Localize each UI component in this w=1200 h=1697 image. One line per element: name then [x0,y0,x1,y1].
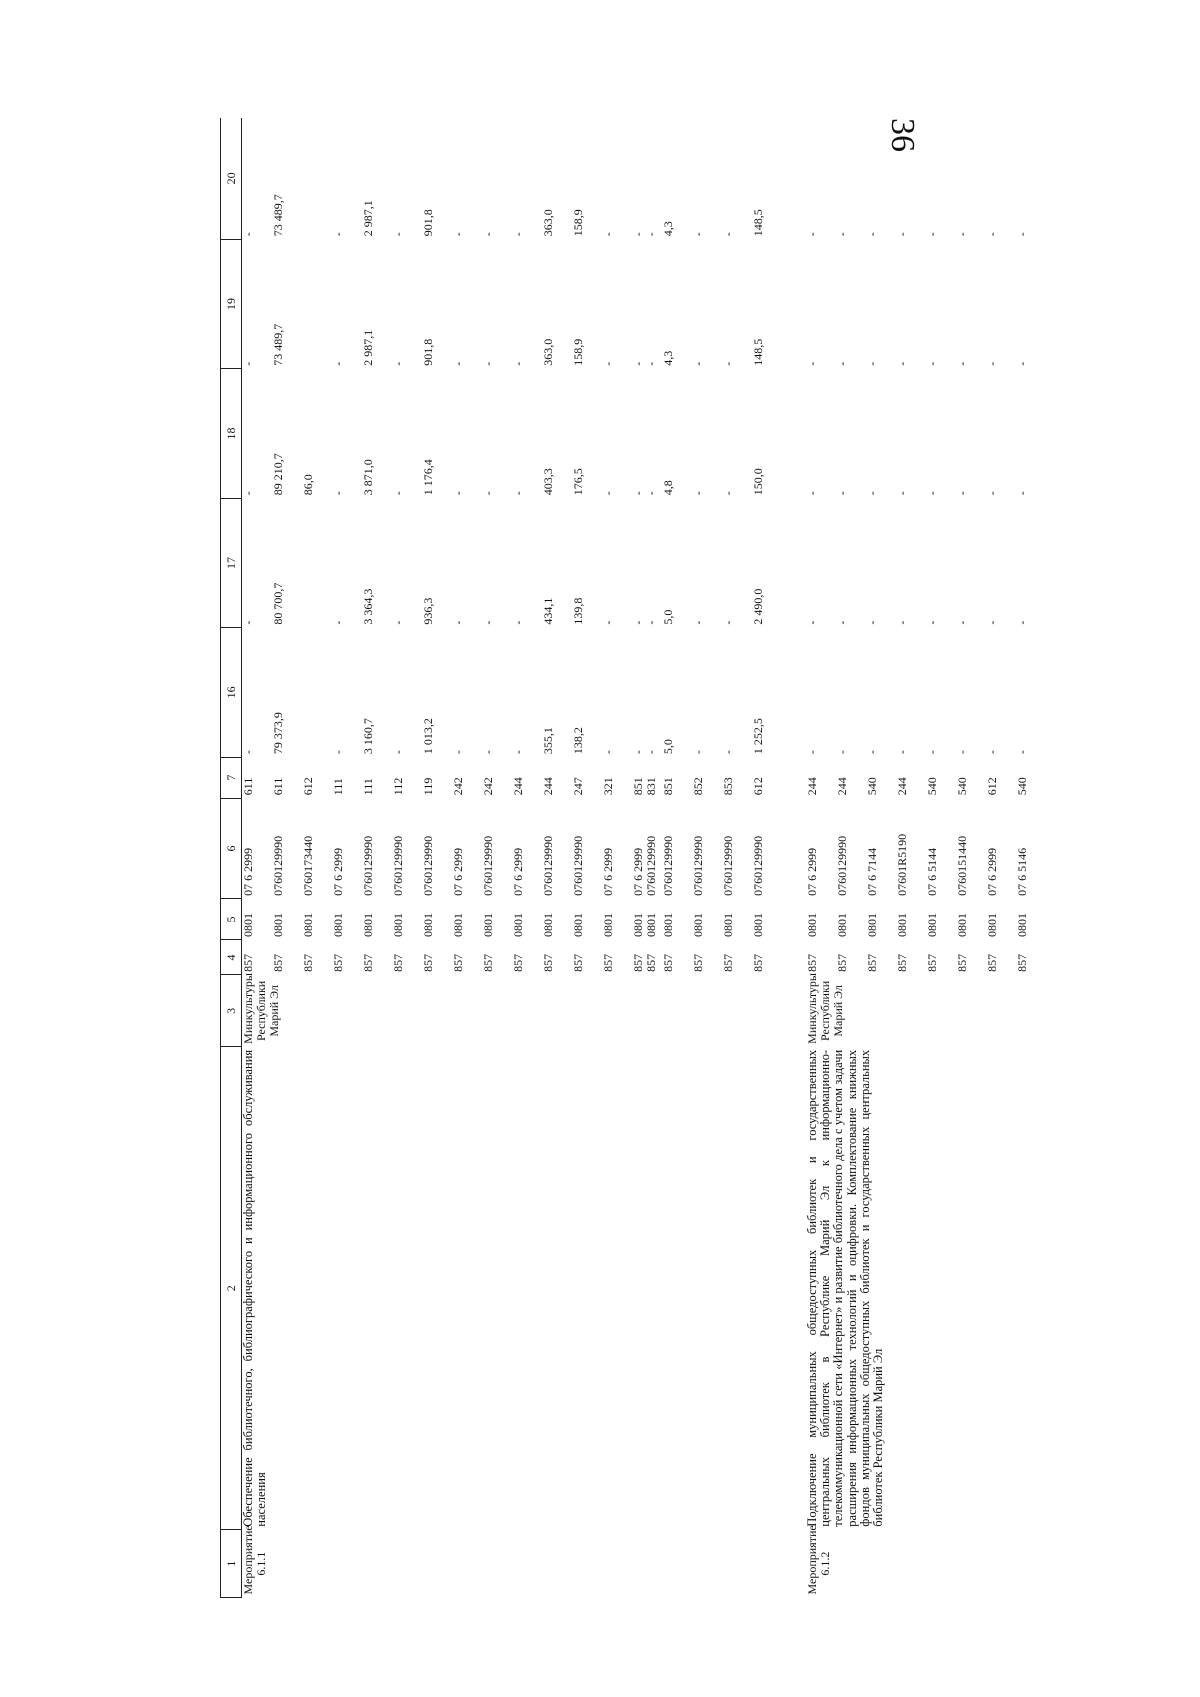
column-header-7: 7 [221,757,242,798]
cell-c5: 0801 [721,912,735,937]
cell-c20: - [601,232,615,237]
cell-c17: - [865,620,879,625]
cell-c5: 0801 [361,912,375,937]
cell-c19: - [241,361,255,366]
cell-c20: - [451,232,465,237]
cell-c6: 07 6 2999 [241,847,255,896]
cell-c17: - [1015,620,1029,625]
cell-c7: 242 [451,777,465,796]
cell-c5: 0801 0801 [631,912,658,937]
cell-c18: 150,0 [751,468,765,496]
cell-c17: 139,8 [571,597,585,625]
cell-c19: 73 489,7 [271,323,285,366]
cell-c16: - [511,750,525,755]
cell-c17: 5,0 [661,609,675,625]
cell-c16: 5,0 [661,739,675,755]
cell-c4: 857 [691,953,705,972]
cell-c7: 612 [751,777,765,796]
cell-c20: 4,3 [661,221,675,237]
cell-c16: 79 373,9 [271,712,285,755]
cell-c17: - [925,620,939,625]
cell-c7: 244 [895,777,909,796]
cell-c7: 244 [541,777,555,796]
cell-c6: 07 6 5144 [925,847,939,896]
cell-c17: - [511,620,525,625]
cell-c20: 158,9 [571,209,585,237]
cell-c18: - [805,491,819,496]
cell-c18: 403,3 [541,468,555,496]
cell-c7: 611 [241,777,255,796]
cell-c17: - [451,620,465,625]
cell-c16: - [721,750,735,755]
cell-c20: - [865,232,879,237]
table-row [242,118,273,1598]
cell-c17: 434,1 [541,597,555,625]
cell-c7: 244 [805,777,819,796]
cell-c5: 0801 [955,912,969,937]
cell-c16: 138,2 [571,727,585,755]
budget-table [220,118,1046,1598]
cell-c5: 0801 [985,912,999,937]
cell-c18: - [601,491,615,496]
cell-c19: - [481,361,495,366]
cell-c17: 80 700,7 [271,582,285,625]
cell-c6: 07601R5190 [895,833,909,896]
column-header-3: 3 [221,975,242,1047]
cell-c19: 363,0 [541,338,555,366]
cell-c20: 73 489,7 [271,194,285,237]
cell-c17: - [601,620,615,625]
cell-c5: 0801 [805,912,819,937]
cell-c6: 07 6 2999 [511,847,525,896]
cell-c19: - [955,361,969,366]
cell-c4: 857 [721,953,735,972]
cell-c5: 0801 [511,912,525,937]
cell-c18: - [241,491,255,496]
cell-c4: 857 [301,953,315,972]
cell-c18: - [481,491,495,496]
column-header-17: 17 [221,498,242,627]
cell-c19: 4,3 [661,350,675,366]
cell-c7: 244 [835,777,849,796]
cell-c6: 0760173440 [301,835,315,896]
cell-c6: 0760129990 [835,835,849,896]
cell-c5: 0801 [691,912,705,937]
cell-c4: 857 [661,953,675,972]
cell-c17: 936,3 [421,597,435,625]
cell-c16: - [805,750,819,755]
cell-c19: 2 987,1 [361,329,375,366]
cell-c17: - [691,620,705,625]
cell-c18: - [391,491,405,496]
cell-c6: 0760129990 [751,835,765,896]
cell-c5: 0801 [751,912,765,937]
cell-c20: - [511,232,525,237]
cell-c4: 857 [541,953,555,972]
cell-c16: - [925,750,939,755]
cell-c20: - [895,232,909,237]
cell-c5: 0801 [601,912,615,937]
cell-c16: - [481,750,495,755]
cell-c7: 540 [925,777,939,796]
cell-c7: 247 [571,777,585,796]
cell-c6: 0760151440 [955,835,969,896]
cell-c20: - [481,232,495,237]
cell-c18: 4,8 [661,480,675,496]
column-header-19: 19 [221,239,242,368]
cell-c6: 0760129990 [691,835,705,896]
cell-c5: 0801 [925,912,939,937]
measure-description: Подключение муниципальных общедоступных библиотек и государственных центральных библиотек в Республике Марий Эл к информационно-телекоммуникационной сети «Интернет» и развитие библиотечного дела с учетом задачи расширения информационных технологий и оцифровки. Комплектование книжных фондов муниципальных общедоступных библиотек и государственных центральных библиотек Республики Марий Эл [805,1049,886,1527]
cell-c7: 111 [331,778,345,796]
cell-c4: 857 [571,953,585,972]
cell-c17 [302,498,332,627]
cell-c20: - [721,232,735,237]
cell-c5: 0801 [451,912,465,937]
measure-description: Обеспечение библиотечного, библиографического и информационного обслуживания населения [241,1049,269,1527]
table-row [782,118,836,1598]
cell-c20: 901,8 [421,209,435,237]
cell-c7: 321 [601,777,615,796]
cell-c16: - [331,750,345,755]
cell-c6: 07 6 7144 [865,847,879,896]
column-header-4: 4 [221,940,242,975]
cell-c7: 111 [361,778,375,796]
cell-c5: 0801 [865,912,879,937]
cell-c20: - [955,232,969,237]
cell-c5: 0801 [541,912,555,937]
cell-c20: - [241,232,255,237]
cell-c6: 07 6 2999 0760129990 [631,835,658,896]
cell-c19: - [805,361,819,366]
cell-c18: - [721,491,735,496]
cell-c18: - [331,491,345,496]
measure-executor: Минкультуры Республики Марий Эл [805,973,845,1044]
column-header-20: 20 [221,118,242,239]
cell-c17: - [331,620,345,625]
cell-c7: 611 [271,777,285,796]
cell-c16: - [241,750,255,755]
cell-c19: 901,8 [421,338,435,366]
cell-c18: 86,0 [301,474,315,496]
rotated-page [220,118,1029,1598]
cell-c5: 0801 [301,912,315,937]
cell-c19: - [691,361,705,366]
cell-c5: 0801 [1015,912,1029,937]
cell-c17: - [835,620,849,625]
cell-c6: 0760129990 [481,835,495,896]
cell-c16: 1 252,5 [751,718,765,755]
cell-c7: 852 [691,777,705,796]
cell-c19: - [865,361,879,366]
cell-c5: 0801 [895,912,909,937]
cell-c5: 0801 [331,912,345,937]
cell-c19: - [835,361,849,366]
column-header-6: 6 [221,798,242,899]
cell-c17: - [985,620,999,625]
column-header-1: 1 [221,1530,242,1598]
cell-c20: - [391,232,405,237]
cell-c20: - - [631,232,658,237]
cell-c5: 0801 [241,912,255,937]
cell-c19: 148,5 [751,338,765,366]
cell-c18: - [1015,491,1029,496]
table-body [242,118,1047,1598]
cell-c17: - [241,620,255,625]
measure-id: Мероприятие 6.1.2 [805,1525,832,1595]
cell-c4: 857 [751,953,765,972]
cell-c18: 1 176,4 [421,459,435,496]
cell-c6: 0760129990 [721,835,735,896]
cell-c18: - [691,491,705,496]
cell-c4: 857 [511,953,525,972]
cell-c20 [302,118,332,239]
cell-c18: 3 871,0 [361,459,375,496]
cell-c18: 176,5 [571,468,585,496]
cell-c20: - [691,232,705,237]
cell-c5: 0801 [571,912,585,937]
cell-c16: 3 160,7 [361,718,375,755]
cell-c17: - [481,620,495,625]
cell-c4: 857 [805,953,819,972]
cell-c17: - - [631,620,658,625]
cell-c7: 540 [1015,777,1029,796]
cell-c6: 0760129990 [571,835,585,896]
cell-c7: 244 [511,777,525,796]
measure-id: Мероприятие 6.1.1 [241,1525,268,1595]
cell-c16: - [391,750,405,755]
column-header-16: 16 [221,628,242,757]
cell-c4: 857 [895,953,909,972]
cell-c16: - [691,750,705,755]
cell-c18: - [835,491,849,496]
cell-c6: 0760129990 [271,835,285,896]
cell-c7: 853 [721,777,735,796]
measure-executor: Минкультуры Республики Марий Эл [241,973,281,1044]
cell-c18: - [865,491,879,496]
cell-c20: - [805,232,819,237]
cell-c18: - [895,491,909,496]
cell-c17: 2 490,0 [751,588,765,625]
cell-c16: - [601,750,615,755]
cell-c5: 0801 [421,912,435,937]
cell-c7: 851 831 [631,777,658,796]
cell-c6: 07 6 2999 [451,847,465,896]
cell-c17: 3 364,3 [361,588,375,625]
cell-c19: - [985,361,999,366]
cell-c4: 857 [241,953,255,972]
cell-c19: - [511,361,525,366]
cell-c6: 0760129990 [421,835,435,896]
cell-c16: 355,1 [541,727,555,755]
cell-c4: 857 [835,953,849,972]
column-header-2: 2 [221,1047,242,1530]
cell-c17: - [391,620,405,625]
cell-c20: - [985,232,999,237]
cell-c20: - [835,232,849,237]
cell-c18: - - [631,491,658,496]
cell-c16: - [895,750,909,755]
cell-c6: 07 6 2999 [805,847,819,896]
cell-c6: 0760129990 [361,835,375,896]
cell-c4: 857 [481,953,495,972]
cell-c19 [302,239,332,368]
cell-c19: - [895,361,909,366]
cell-c16: - [985,750,999,755]
cell-c5: 0801 [391,912,405,937]
cell-c18: - [925,491,939,496]
cell-c19: - [721,361,735,366]
cell-c20: - [1015,232,1029,237]
cell-c6: 0760129990 [661,835,675,896]
cell-c4: 857 [361,953,375,972]
cell-c16: - [835,750,849,755]
cell-c4: 857 [1015,953,1029,972]
cell-c20: - [925,232,939,237]
cell-c4: 857 [985,953,999,972]
cell-c6: 07 6 2999 [331,847,345,896]
cell-c18: - [955,491,969,496]
cell-c6: 07 6 5146 [1015,847,1029,896]
cell-c6: 07 6 2999 [601,847,615,896]
cell-c19: - [1015,361,1029,366]
cell-c16: - - [631,750,658,755]
cell-c7: 119 [421,777,435,796]
cell-c17: - [955,620,969,625]
cell-c18: - [511,491,525,496]
column-header-18: 18 [221,369,242,498]
cell-c16 [302,628,332,757]
cell-c17: - [895,620,909,625]
cell-c18: - [451,491,465,496]
cell-c16: - [955,750,969,755]
cell-c20: 363,0 [541,209,555,237]
cell-c7: 540 [865,777,879,796]
cell-c19: - [925,361,939,366]
cell-c19: - [601,361,615,366]
cell-c7: 540 [955,777,969,796]
cell-c6: 0760129990 [541,835,555,896]
cell-c17: - [805,620,819,625]
cell-c5: 0801 [271,912,285,937]
cell-c4: 857 [955,953,969,972]
cell-c4: 857 [391,953,405,972]
cell-c4: 857 [331,953,345,972]
cell-c20: 2 987,1 [361,200,375,237]
cell-c4: 857 857 [631,953,658,972]
cell-c16: 1 013,2 [421,718,435,755]
cell-c16: - [865,750,879,755]
cell-c5: 0801 [835,912,849,937]
cell-c6: 0760129990 [391,835,405,896]
cell-c16: - [1015,750,1029,755]
cell-c5: 0801 [481,912,495,937]
cell-c7: 851 [661,777,675,796]
cell-c6: 07 6 2999 [985,847,999,896]
cell-c16: - [451,750,465,755]
cell-c7: 612 [985,777,999,796]
cell-c4: 857 [865,953,879,972]
cell-c18: - [985,491,999,496]
cell-c4: 857 [601,953,615,972]
cell-c7: 112 [391,777,405,796]
cell-c4: 857 [421,953,435,972]
column-header-5: 5 [221,899,242,940]
cell-c19: - [331,361,345,366]
cell-c5: 0801 [661,912,675,937]
cell-c4: 857 [271,953,285,972]
header-row [221,118,242,1598]
cell-c20: - [331,232,345,237]
cell-c7: 242 [481,777,495,796]
cell-c18: 89 210,7 [271,453,285,496]
cell-c4: 857 [451,953,465,972]
cell-c19: - [391,361,405,366]
cell-c7: 612 [301,777,315,796]
page-number: 36 [884,118,921,152]
cell-c4: 857 [925,953,939,972]
cell-c17: - [721,620,735,625]
cell-c20: 148,5 [751,209,765,237]
cell-c19: - [451,361,465,366]
cell-c19: 158,9 [571,338,585,366]
cell-c19: - - [631,361,658,366]
